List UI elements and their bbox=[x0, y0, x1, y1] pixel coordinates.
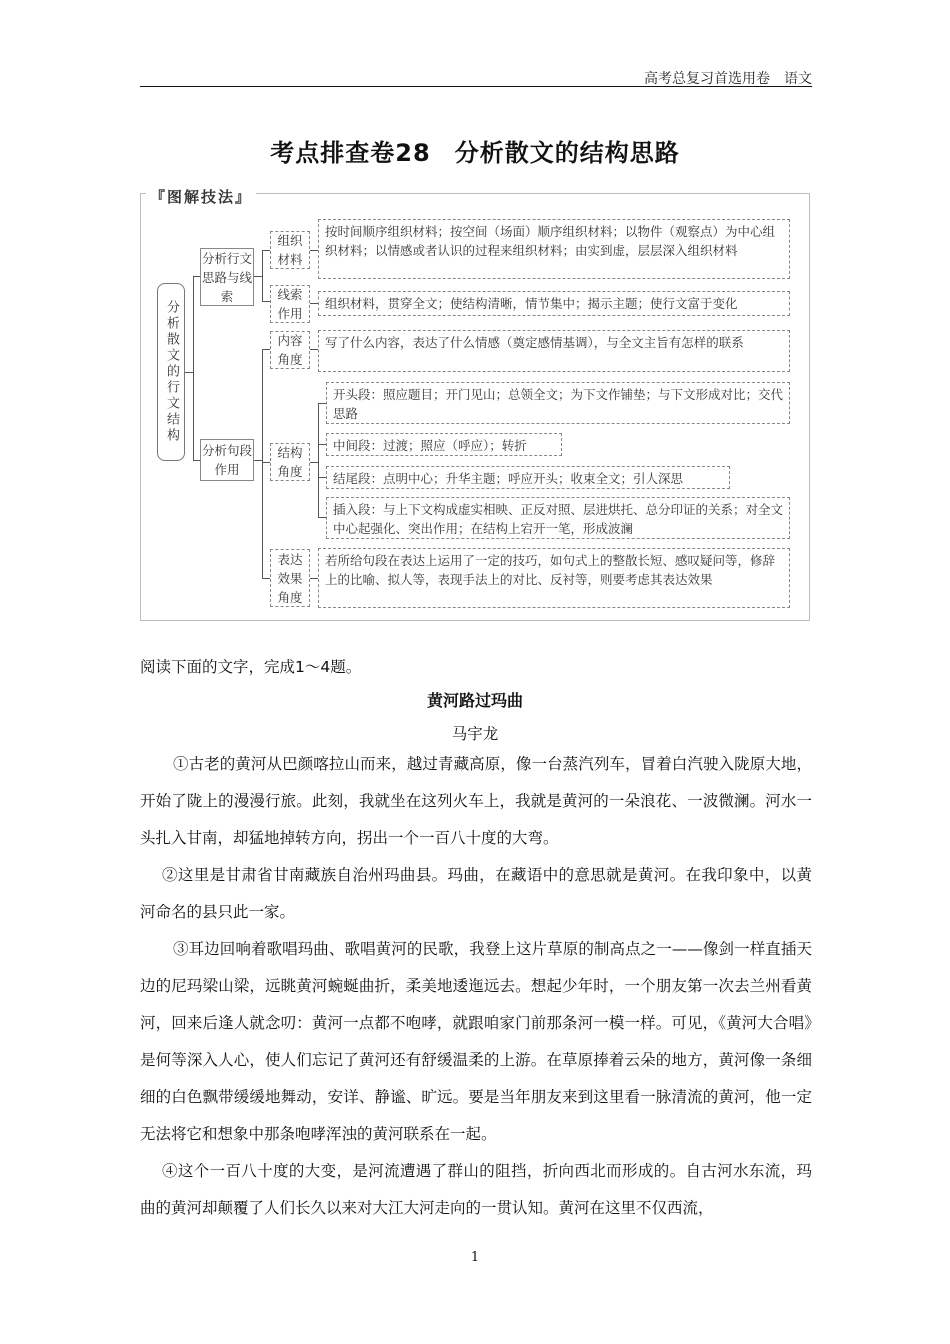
paragraph-4: ④这个一百八十度的大变，是河流遭遇了群山的阻挡，折向西北而形成的。自古河水东流，玛曲的黄河却颠覆了人们长久以来对大江大河走向的一贯认知。黄河在这里不仅西流， bbox=[140, 1162, 812, 1217]
node-expression: 表达效果角度 bbox=[270, 549, 310, 607]
connector bbox=[185, 372, 193, 373]
connector bbox=[262, 462, 270, 463]
node-organize: 组织材料 bbox=[270, 231, 310, 269]
connector bbox=[262, 250, 263, 301]
leaf-organize: 按时间顺序组织材料；按空间（场面）顺序组织材料；以物件（观察点）为中心组织材料；以情感或者认识的过程来组织材料；由实到虚，层层深入组织材料 bbox=[318, 219, 790, 279]
branch-thinking: 分析行文思路与线索 bbox=[200, 248, 254, 306]
leaf-middle: 中间段：过渡；照应（呼应）；转折 bbox=[326, 433, 562, 456]
connector bbox=[193, 276, 194, 460]
connector bbox=[262, 349, 270, 350]
connector bbox=[262, 301, 270, 302]
running-header: 高考总复习首选用卷 语文 bbox=[644, 71, 812, 87]
title-number: 考点排查卷28 bbox=[270, 139, 431, 167]
article-title: 黄河路过玛曲 bbox=[426, 691, 523, 710]
connector bbox=[262, 349, 263, 578]
leaf-content: 写了什么内容，表达了什么情感（奠定感情基调），与全文主旨有怎样的联系 bbox=[318, 330, 790, 372]
connector bbox=[193, 460, 200, 461]
connector bbox=[318, 403, 319, 517]
question-prompt: 阅读下面的文字，完成1～4题。 bbox=[140, 658, 362, 676]
connector bbox=[318, 517, 326, 518]
connector bbox=[254, 276, 262, 277]
leaf-insert: 插入段：与上下文构成虚实相映、正反对照、层进烘托、总分印证的关系；对全文中心起强化、突出作用；在结构上宕开一笔，形成波澜 bbox=[326, 497, 790, 539]
connector bbox=[318, 403, 326, 404]
node-content: 内容角度 bbox=[270, 331, 310, 369]
diagram-root: 分析散文的行文结构 bbox=[157, 283, 185, 461]
leaf-ending: 结尾段：点明中心；升华主题；呼应开头；收束全文；引人深思 bbox=[326, 466, 730, 489]
connector bbox=[310, 349, 318, 350]
connector bbox=[310, 303, 318, 304]
connector bbox=[262, 250, 270, 251]
paragraph-1: ①古老的黄河从巴颜喀拉山而来，越过青藏高原，像一台蒸汽列车，冒着白汽驶入陇原大地，开始了陇上的漫漫行旅。此刻，我就坐在这列火车上，我就是黄河的一朵浪花、一波微澜。河水一头扎入甘南，却猛地掉转方向，拐出一个一百八十度的大弯。 bbox=[140, 755, 812, 847]
diagram-label: 『图解技法』 bbox=[146, 186, 256, 207]
article-author: 马宇龙 bbox=[451, 725, 499, 743]
connector bbox=[318, 444, 326, 445]
connector bbox=[310, 250, 318, 251]
node-structure: 结构角度 bbox=[270, 443, 310, 481]
page-number: 1 bbox=[470, 1250, 480, 1265]
branch-sentence-role: 分析句段作用 bbox=[200, 439, 254, 481]
leaf-expression: 若所给句段在表达上运用了一定的技巧，如句式上的整散长短、感叹疑问等，修辞上的比喻、拟人等，表现手法上的对比、反衬等，则要考虑其表达效果 bbox=[318, 548, 790, 608]
header-rule bbox=[140, 86, 812, 87]
connector bbox=[262, 578, 270, 579]
paragraph-2: ②这里是甘肃省甘南藏族自治州玛曲县。玛曲，在藏语中的意思就是黄河。在我印象中，以黄河命名的县只此一家。 bbox=[140, 866, 812, 921]
connector bbox=[310, 462, 318, 463]
node-clue: 线索作用 bbox=[270, 285, 310, 323]
connector bbox=[318, 477, 326, 478]
title-topic: 分析散文的结构思路 bbox=[454, 139, 680, 167]
paragraph-3: ③耳边回响着歌唱玛曲、歌唱黄河的民歌，我登上这片草原的制高点之一——像剑一样直插天边的尼玛梁山梁，远眺黄河蜿蜒曲折，柔美地逶迤远去。想起少年时，一个朋友第一次去兰州看黄河，回来后逢人就念叨：黄河一点都不咆哮，就跟咱家门前那条河一模一样。可见，《黄河大合唱》是何等深入人心，使人们忘记了黄河还有舒缓温柔的上游。在草原捧着云朵的地方，黄河像一条细细的白色飘带缓缓地舞动，安详、静谧、旷远。要是当年朋友来到这里看一脉清流的黄河，他一定无法将它和想象中那条咆哮浑浊的黄河联系在一起。 bbox=[140, 940, 812, 1143]
connector bbox=[310, 578, 318, 579]
leaf-clue: 组织材料，贯穿全文；使结构清晰，情节集中；揭示主题；使行文富于变化 bbox=[318, 291, 790, 316]
page-title bbox=[0, 133, 950, 168]
leaf-opening: 开头段：照应题目；开门见山；总领全文；为下文作铺垫；与下文形成对比；交代思路 bbox=[326, 382, 790, 424]
connector bbox=[254, 460, 262, 461]
connector bbox=[193, 276, 200, 277]
